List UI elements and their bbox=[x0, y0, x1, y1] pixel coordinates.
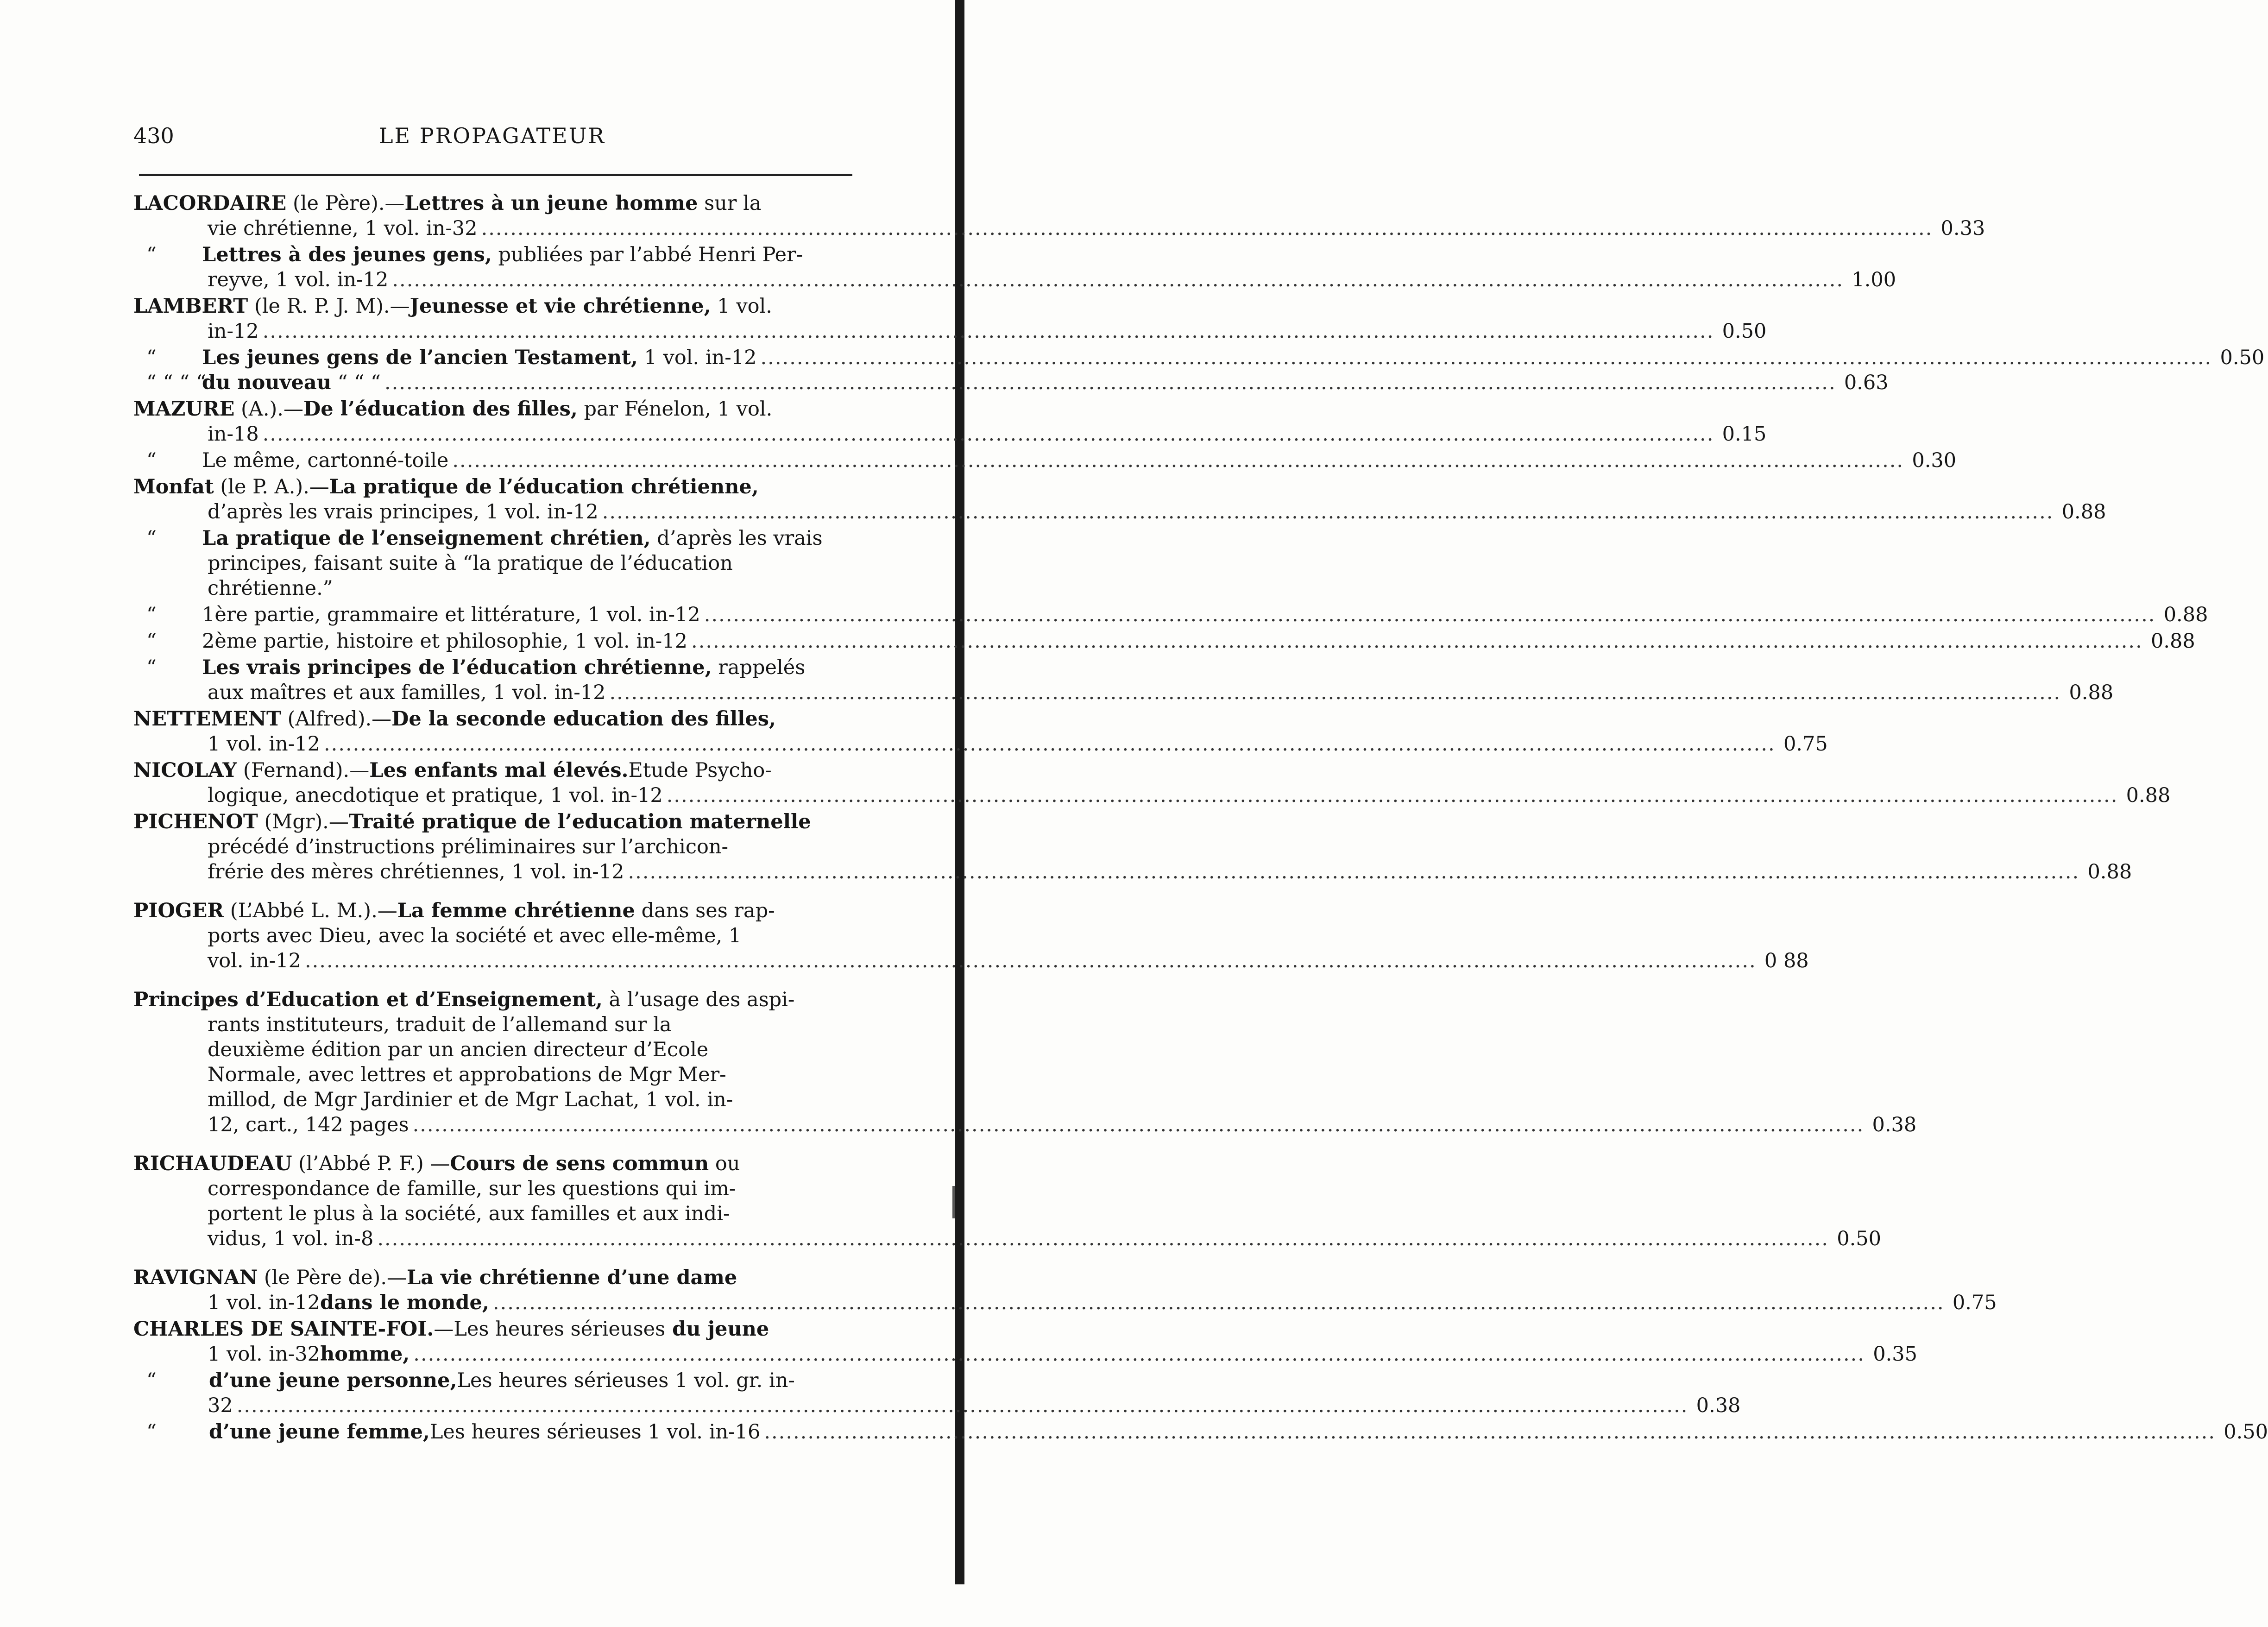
author-name: PICHENOT bbox=[133, 810, 258, 833]
entry-line bbox=[133, 732, 1828, 757]
entry-detail: principes, faisant suite à “la pratique de l’éducation bbox=[208, 552, 733, 575]
entry-detail: (L’Abbé L. M.).— bbox=[224, 899, 397, 922]
leader-dots: ........................................................................................................................................................................................................ bbox=[481, 217, 1933, 240]
ditto-mark: “ bbox=[146, 346, 157, 369]
book-title: du nouveau bbox=[202, 371, 331, 394]
book-title: Lettres à un jeune homme bbox=[404, 192, 698, 215]
entry-detail: (Alfred).— bbox=[281, 707, 392, 731]
price: 0.38 bbox=[1696, 1394, 1741, 1417]
catalog-entry bbox=[133, 448, 1957, 473]
leader-dots: ........................................................................................................................................................................................................ bbox=[492, 1291, 1945, 1314]
entry-detail: (l’Abbé P. F.) — bbox=[292, 1152, 450, 1175]
book-title: Les enfants mal élevés. bbox=[369, 759, 629, 782]
author-name: Principes d’Education et d’Enseignement, bbox=[133, 988, 603, 1011]
catalog-entry bbox=[133, 1151, 1882, 1251]
entry-text bbox=[133, 294, 856, 319]
price: 0.75 bbox=[1952, 1291, 1997, 1314]
entry-detail: vidus, 1 vol. in-8 bbox=[208, 1227, 374, 1250]
price: 0.88 bbox=[2163, 603, 2208, 626]
entry-line bbox=[133, 1201, 856, 1226]
entry-detail: rants instituteurs, traduit de l’allemand sur la bbox=[208, 1013, 672, 1036]
entry-line bbox=[133, 448, 1957, 473]
entry-text bbox=[146, 1368, 856, 1393]
book-title: Traité pratique de l’education maternelle bbox=[348, 810, 811, 833]
entry-detail: ports avec Dieu, avec la société et avec elle-même, 1 bbox=[208, 924, 742, 947]
entry-text bbox=[146, 526, 856, 551]
ditto-mark: “ bbox=[146, 243, 157, 266]
book-title: Jeunesse et vie chrétienne, bbox=[410, 295, 711, 318]
entry-detail: sur la bbox=[698, 192, 762, 215]
catalog-entry bbox=[133, 602, 2208, 627]
price: 0.50 bbox=[2224, 1420, 2268, 1444]
price: 0.88 bbox=[2087, 860, 2132, 883]
author-name: MAZURE bbox=[133, 397, 235, 421]
entry-detail: (Fernand).— bbox=[237, 759, 370, 782]
entry-line bbox=[133, 602, 2208, 627]
entry-text bbox=[146, 370, 381, 395]
leader-dots: ........................................................................................................................................................................................................ bbox=[377, 1227, 1829, 1250]
entry-line bbox=[133, 1368, 856, 1393]
entry-detail: d’après les vrais principes, 1 vol. in-12 bbox=[208, 500, 598, 523]
catalog-entries bbox=[133, 191, 2268, 1446]
entry-detail: précédé d’instructions préliminaires sur l’archicon- bbox=[208, 835, 729, 858]
entry-line bbox=[133, 1087, 856, 1112]
entry-detail: 1 vol. in-12 bbox=[637, 346, 757, 369]
running-title: LE PROPAGATEUR bbox=[379, 123, 606, 148]
entry-detail: publiées par l’abbé Henri Per- bbox=[491, 243, 803, 266]
leader-dots: ........................................................................................................................................................................................................ bbox=[760, 346, 2212, 369]
entry-line bbox=[133, 1062, 856, 1087]
entry-text bbox=[133, 809, 856, 834]
entry-line bbox=[133, 706, 856, 732]
catalog-entry bbox=[133, 242, 1896, 292]
entry-detail: “ “ “ bbox=[331, 371, 381, 394]
price: 0.33 bbox=[1940, 217, 1985, 240]
catalog-entry bbox=[133, 294, 1767, 344]
catalog-entry bbox=[133, 474, 2106, 524]
entry-detail: 1 vol. bbox=[711, 295, 772, 318]
author-name: RAVIGNAN bbox=[133, 1266, 258, 1289]
entry-line bbox=[133, 655, 856, 680]
entry-line bbox=[133, 267, 1896, 292]
ditto-mark: “ bbox=[146, 527, 157, 550]
catalog-entry bbox=[133, 987, 1917, 1137]
catalog-entry bbox=[133, 758, 2171, 808]
price: 0.50 bbox=[2220, 346, 2265, 369]
entry-detail: portent le plus à la société, aux familles et aux indi- bbox=[208, 1202, 730, 1225]
catalog-entry bbox=[133, 1265, 1997, 1315]
book-title: d’une jeune personne, bbox=[202, 1369, 457, 1392]
ditto-mark: “ bbox=[146, 1369, 157, 1392]
entry-line bbox=[133, 191, 856, 216]
page-header bbox=[133, 123, 856, 156]
entry-line bbox=[133, 923, 856, 948]
entry-detail: 1 vol. in-32 bbox=[208, 1343, 320, 1366]
book-title: De la seconde education des filles, bbox=[391, 707, 776, 731]
entry-text bbox=[208, 1393, 233, 1418]
entry-line bbox=[133, 474, 856, 499]
book-title: La pratique de l’enseignement chrétien, bbox=[202, 527, 651, 550]
author-name: NETTEMENT bbox=[133, 707, 281, 731]
price: 0.63 bbox=[1844, 371, 1889, 394]
entry-line bbox=[133, 680, 2114, 705]
entry-text bbox=[208, 1201, 856, 1226]
entry-text bbox=[208, 732, 320, 757]
entry-text bbox=[133, 1151, 856, 1176]
book-title: La vie chrétienne d’une dame bbox=[407, 1266, 737, 1289]
book-title: Lettres à des jeunes gens, bbox=[202, 243, 492, 266]
book-title: dans le monde, bbox=[320, 1291, 489, 1314]
entry-detail: reyve, 1 vol. in-12 bbox=[208, 268, 389, 291]
entry-detail: d’après les vrais bbox=[650, 527, 823, 550]
price: 0.88 bbox=[2126, 784, 2171, 807]
author-name: PIOGER bbox=[133, 899, 224, 922]
entry-text bbox=[146, 655, 856, 680]
catalog-entry bbox=[133, 629, 2195, 654]
entry-line bbox=[133, 370, 1889, 395]
catalog-entry bbox=[133, 397, 1767, 447]
entry-detail: 2ème partie, histoire et philosophie, 1 vol. in-12 bbox=[202, 630, 688, 653]
entry-text bbox=[208, 1062, 856, 1087]
entry-text bbox=[208, 267, 388, 292]
ditto-mark: “ “ “ “ bbox=[146, 371, 206, 394]
entry-text bbox=[208, 1012, 856, 1037]
catalog-entry bbox=[133, 706, 1828, 757]
entry-detail: vie chrétienne, 1 vol. in-32 bbox=[208, 217, 478, 240]
entry-line bbox=[133, 294, 856, 319]
entry-detail: (A.).— bbox=[234, 397, 303, 421]
ditto-mark: “ bbox=[146, 1420, 157, 1444]
entry-text bbox=[133, 898, 856, 923]
entry-line bbox=[133, 1012, 856, 1037]
book-title: du jeune bbox=[665, 1318, 769, 1341]
entry-detail: 32 bbox=[208, 1394, 233, 1417]
entry-text bbox=[208, 422, 259, 447]
catalog-entry bbox=[133, 1419, 2268, 1444]
leader-dots: ........................................................................................................................................................................................................ bbox=[666, 784, 2118, 807]
price: 0.75 bbox=[1783, 732, 1828, 756]
entry-line bbox=[133, 1151, 856, 1176]
price: 0.88 bbox=[2151, 630, 2195, 653]
leader-dots: ........................................................................................................................................................................................................ bbox=[324, 732, 1776, 756]
price: 0.38 bbox=[1872, 1113, 1917, 1136]
price: 0 88 bbox=[1764, 949, 1809, 972]
ditto-mark: “ bbox=[146, 656, 157, 679]
catalog-entry bbox=[133, 526, 856, 601]
entry-detail: à l’usage des aspi- bbox=[602, 988, 795, 1011]
entry-line bbox=[133, 898, 856, 923]
entry-line bbox=[133, 809, 856, 834]
entry-line bbox=[133, 1317, 856, 1342]
entry-text bbox=[208, 1342, 410, 1367]
entry-detail: logique, anecdotique et pratique, 1 vol. in-12 bbox=[208, 784, 663, 807]
author-name: NICOLAY bbox=[133, 759, 237, 782]
author-name: RICHAUDEAU bbox=[133, 1152, 292, 1175]
book-title: Les jeunes gens de l’ancien Testament, bbox=[202, 346, 638, 369]
page-number: 430 bbox=[133, 123, 174, 148]
leader-dots: ........................................................................................................................................................................................................ bbox=[452, 449, 1904, 472]
entry-text bbox=[208, 551, 856, 576]
entry-text bbox=[146, 1419, 760, 1444]
entry-detail: Le même, cartonné-toile bbox=[202, 449, 449, 472]
price: 0.88 bbox=[2069, 681, 2114, 704]
price: 0.35 bbox=[1873, 1343, 1917, 1366]
entry-detail: vol. in-12 bbox=[208, 949, 301, 972]
entry-detail: 1ère partie, grammaire et littérature, 1 vol. in-12 bbox=[202, 603, 700, 626]
entry-line bbox=[133, 987, 856, 1012]
entry-text bbox=[208, 923, 856, 948]
entry-text bbox=[133, 1265, 856, 1290]
book-title: homme, bbox=[320, 1343, 410, 1366]
entry-line bbox=[133, 859, 2132, 884]
entry-detail: dans ses rap- bbox=[635, 899, 775, 922]
book-title: La pratique de l’éducation chrétienne, bbox=[329, 475, 759, 498]
entry-line bbox=[133, 1342, 1917, 1367]
entry-text bbox=[208, 1176, 856, 1201]
leader-dots: ........................................................................................................................................................................................................ bbox=[412, 1113, 1865, 1136]
entry-detail: in-12 bbox=[208, 320, 259, 343]
entry-text bbox=[208, 834, 856, 859]
header-rule bbox=[139, 174, 852, 176]
leader-dots: ........................................................................................................................................................................................................ bbox=[392, 268, 1844, 291]
entry-line bbox=[133, 758, 856, 783]
entry-line bbox=[133, 783, 2171, 808]
leader-dots: ........................................................................................................................................................................................................ bbox=[262, 423, 1714, 446]
entry-detail: ou bbox=[709, 1152, 740, 1175]
entry-text bbox=[146, 242, 856, 267]
entry-text bbox=[133, 758, 856, 783]
entry-line bbox=[133, 1393, 1741, 1418]
entry-line bbox=[133, 319, 1767, 344]
entry-line bbox=[133, 499, 2106, 524]
entry-text bbox=[133, 706, 856, 732]
entry-detail: 1 vol. gr. in- bbox=[668, 1369, 795, 1392]
leader-dots: ........................................................................................................................................................................................................ bbox=[764, 1420, 2216, 1444]
entry-detail: Normale, avec lettres et approbations de Mgr Mer- bbox=[208, 1063, 726, 1086]
entry-line bbox=[133, 242, 856, 267]
catalog-entry bbox=[133, 898, 1809, 973]
ditto-mark: “ bbox=[146, 630, 157, 653]
entry-text bbox=[146, 602, 700, 627]
entry-line bbox=[133, 1226, 1882, 1251]
entry-detail: (le Père de).— bbox=[258, 1266, 407, 1289]
entry-line bbox=[133, 1290, 1997, 1315]
entry-line bbox=[133, 216, 1985, 241]
book-title: De l’éducation des filles, bbox=[303, 397, 578, 421]
entry-line bbox=[133, 551, 856, 576]
entry-line bbox=[133, 1419, 2268, 1444]
leader-dots: ........................................................................................................................................................................................................ bbox=[691, 630, 2143, 653]
entry-detail: correspondance de famille, sur les questions qui im- bbox=[208, 1177, 736, 1200]
book-title: La femme chrétienne bbox=[397, 899, 635, 922]
entry-detail: frérie des mères chrétiennes, 1 vol. in-12 bbox=[208, 860, 624, 883]
entry-line bbox=[133, 526, 856, 551]
leader-dots: ........................................................................................................................................................................................................ bbox=[413, 1343, 1865, 1366]
entry-text bbox=[146, 448, 448, 473]
catalog-entry bbox=[133, 345, 2265, 395]
entry-detail: (le P. A.).— bbox=[214, 475, 329, 498]
entry-text bbox=[133, 474, 856, 499]
entry-line bbox=[133, 576, 856, 601]
entry-text bbox=[208, 1037, 856, 1062]
entry-text bbox=[146, 345, 757, 370]
leader-dots: ........................................................................................................................................................................................................ bbox=[704, 603, 2156, 626]
entry-text bbox=[208, 1112, 409, 1137]
book-title: Les vrais principes de l’éducation chrétienne, bbox=[202, 656, 712, 679]
entry-line bbox=[133, 397, 856, 422]
entry-detail: Etude Psycho- bbox=[628, 759, 772, 782]
entry-detail: par Fénelon, 1 vol. bbox=[577, 397, 773, 421]
entry-text bbox=[208, 948, 301, 973]
price: 0.50 bbox=[1837, 1227, 1882, 1250]
leader-dots: ........................................................................................................................................................................................................ bbox=[304, 949, 1757, 972]
author-name: LAMBERT bbox=[133, 295, 248, 318]
price: 1.00 bbox=[1852, 268, 1896, 291]
entry-line bbox=[133, 834, 856, 859]
entry-line bbox=[133, 1112, 1917, 1137]
catalog-entry bbox=[133, 809, 2132, 884]
author-name: LACORDAIRE bbox=[133, 192, 287, 215]
book-title: d’une jeune femme, bbox=[202, 1420, 430, 1444]
entry-text bbox=[208, 1226, 373, 1251]
catalog-entry bbox=[133, 655, 2114, 705]
entry-detail: (Mgr).— bbox=[258, 810, 349, 833]
price: 0.15 bbox=[1722, 423, 1767, 446]
entry-text bbox=[208, 1290, 489, 1315]
entry-text bbox=[208, 499, 598, 524]
entry-detail: 1 vol. in-16 bbox=[641, 1420, 761, 1444]
entry-detail: chrétienne.” bbox=[208, 577, 333, 600]
catalog-entry bbox=[133, 1368, 1741, 1418]
entry-text bbox=[208, 319, 259, 344]
entry-text bbox=[133, 1317, 856, 1342]
entry-text bbox=[208, 576, 856, 601]
entry-detail: deuxième édition par un ancien directeur d’Ecole bbox=[208, 1038, 709, 1061]
entry-text bbox=[133, 397, 856, 422]
entry-detail: 1 vol. in-12 bbox=[208, 732, 320, 756]
entry-detail: Les heures sérieuses bbox=[457, 1369, 669, 1392]
entry-line bbox=[133, 1265, 856, 1290]
entry-line bbox=[133, 345, 2265, 370]
catalog-entry bbox=[133, 191, 1985, 241]
leader-dots: ........................................................................................................................................................................................................ bbox=[384, 371, 1836, 394]
entry-text bbox=[146, 629, 687, 654]
entry-detail: 12, cart., 142 pages bbox=[208, 1113, 409, 1136]
entry-text bbox=[133, 191, 856, 216]
leader-dots: ........................................................................................................................................................................................................ bbox=[609, 681, 2061, 704]
entry-line bbox=[133, 1037, 856, 1062]
price: 0.50 bbox=[1722, 320, 1767, 343]
entry-text bbox=[208, 216, 478, 241]
entry-line bbox=[133, 1176, 856, 1201]
leader-dots: ........................................................................................................................................................................................................ bbox=[602, 500, 2054, 523]
entry-detail: rappelés bbox=[712, 656, 806, 679]
leader-dots: ........................................................................................................................................................................................................ bbox=[262, 320, 1714, 343]
entry-detail: (le R. P. J. M).— bbox=[248, 295, 410, 318]
author-name: CHARLES DE SAINTE-FOI. bbox=[133, 1318, 434, 1341]
price: 0.88 bbox=[2061, 500, 2106, 523]
entry-detail: —Les heures sérieuses bbox=[434, 1318, 666, 1341]
entry-text bbox=[133, 987, 856, 1012]
entry-line bbox=[133, 948, 1809, 973]
entry-text bbox=[208, 680, 606, 705]
entry-detail: 1 vol. in-12 bbox=[208, 1291, 320, 1314]
leader-dots: ........................................................................................................................................................................................................ bbox=[628, 860, 2080, 883]
ditto-mark: “ bbox=[146, 449, 157, 472]
entry-detail: (le Père).— bbox=[286, 192, 405, 215]
entry-line bbox=[133, 422, 1767, 447]
entry-text bbox=[208, 1087, 856, 1112]
book-title: Cours de sens commun bbox=[450, 1152, 709, 1175]
entry-detail: aux maîtres et aux familles, 1 vol. in-12 bbox=[208, 681, 606, 704]
entry-detail: Les heures sérieuses bbox=[429, 1420, 642, 1444]
price: 0.30 bbox=[1912, 449, 1957, 472]
entry-text bbox=[208, 783, 663, 808]
entry-detail: in-18 bbox=[208, 423, 259, 446]
entry-line bbox=[133, 629, 2195, 654]
author-name: Monfat bbox=[133, 475, 214, 498]
ditto-mark: “ bbox=[146, 603, 157, 626]
entry-text bbox=[208, 859, 624, 884]
leader-dots: ........................................................................................................................................................................................................ bbox=[236, 1394, 1688, 1417]
catalog-entry bbox=[133, 1317, 1917, 1367]
entry-detail: millod, de Mgr Jardinier et de Mgr Lachat, 1 vol. in- bbox=[208, 1088, 733, 1111]
